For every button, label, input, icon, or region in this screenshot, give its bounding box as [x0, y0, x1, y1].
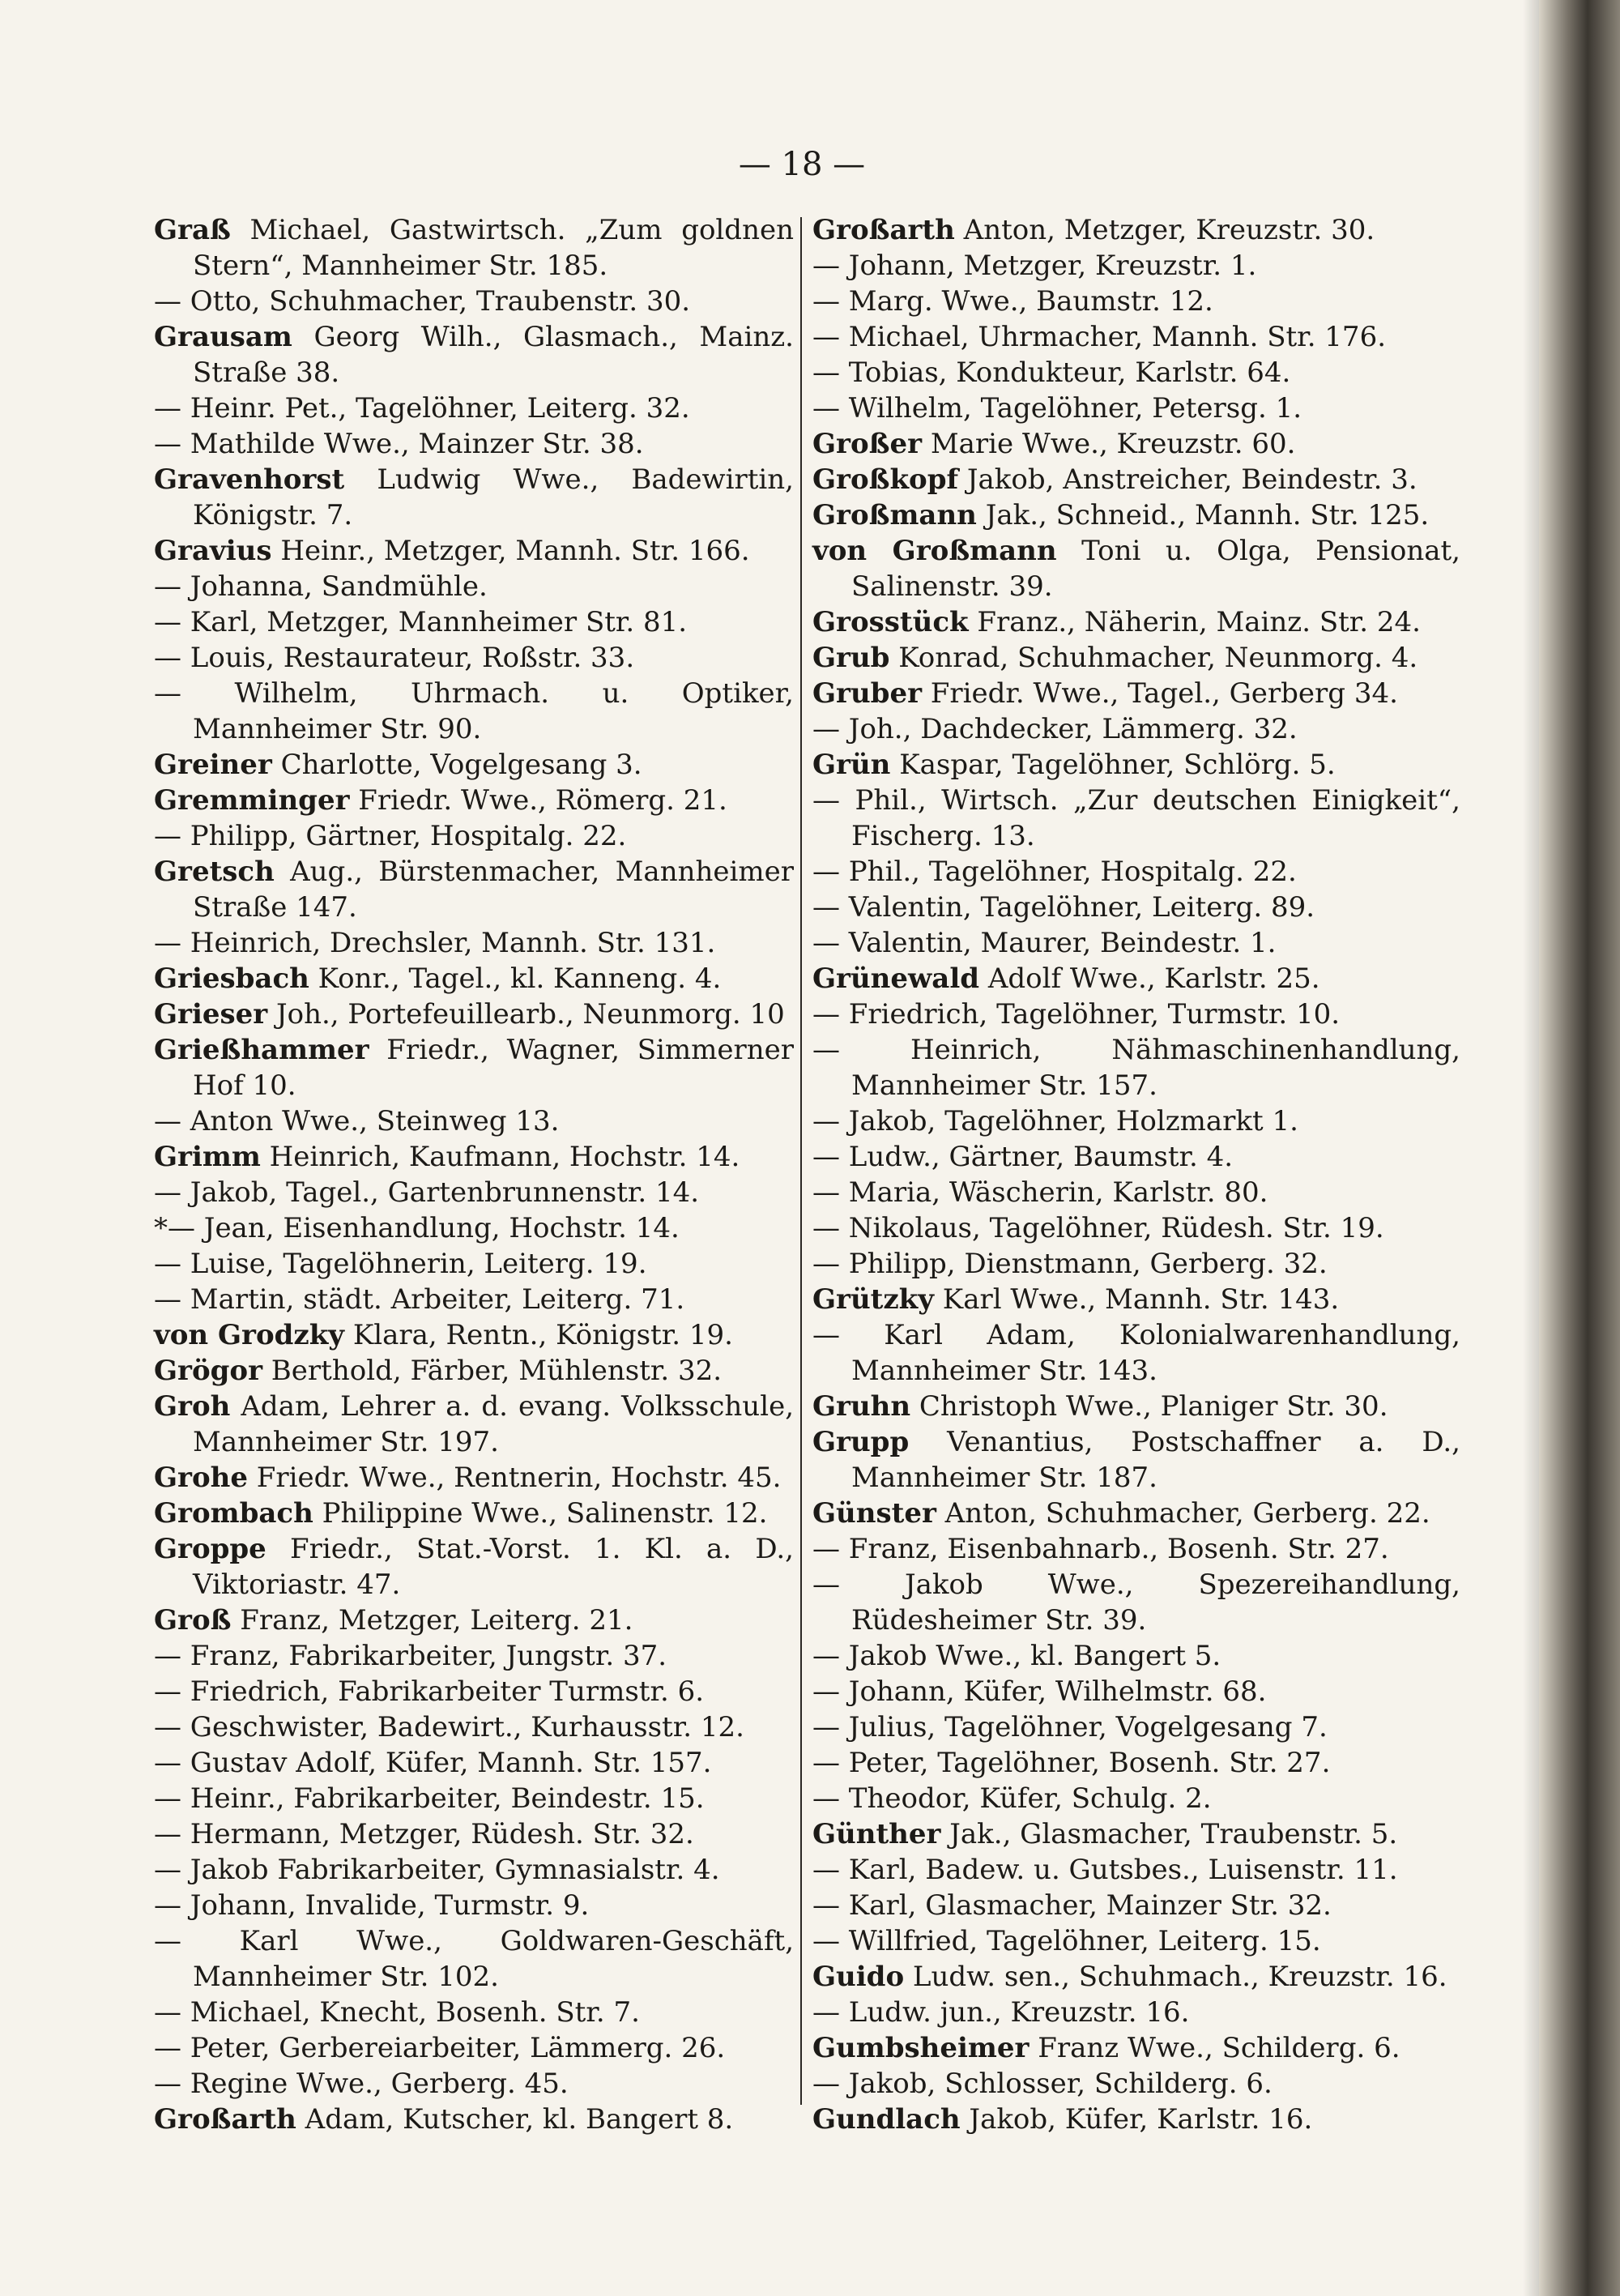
entry-details: — Martin, städt. Arbeiter, Leiterg. 71.	[154, 1283, 685, 1316]
entry-details: Venantius, Postschaffner a. D., Mannheimer Str. 187.	[851, 1426, 1460, 1494]
entry-details: — Peter, Tagelöhner, Bosenh. Str. 27.	[812, 1747, 1331, 1779]
entry-details: Franz, Metzger, Leiterg. 21.	[231, 1604, 633, 1637]
entry-details: — Heinrich, Drechsler, Mannh. Str. 131.	[154, 927, 716, 959]
entry-details: Jak., Schneid., Mannh. Str. 125.	[976, 499, 1430, 531]
entry-surname: Grohe	[154, 1462, 248, 1494]
entry-surname: Grub	[812, 642, 890, 674]
entry-surname: Gundlach	[812, 2103, 961, 2136]
entry-details: Joh., Portefeuillearb., Neunmorg. 10	[267, 998, 785, 1031]
directory-entry	[154, 1781, 794, 1816]
directory-entry	[154, 925, 794, 961]
entry-details: — Karl, Badew. u. Gutsbes., Luisenstr. 11.	[812, 1854, 1398, 1886]
entry-details: — Johann, Invalide, Turmstr. 9.	[154, 1889, 590, 1922]
entry-details: Anton, Metzger, Kreuzstr. 30.	[954, 214, 1375, 246]
directory-entry	[154, 1317, 794, 1353]
entry-details: Jakob, Anstreicher, Beindestr. 3.	[958, 463, 1418, 496]
entry-details: — Maria, Wäscherin, Karlstr. 80.	[812, 1176, 1268, 1209]
directory-entry	[812, 1139, 1460, 1175]
entry-details: — Ludw., Gärtner, Baumstr. 4.	[812, 1141, 1234, 1173]
directory-entry	[812, 1531, 1460, 1567]
entry-details: — Jakob, Tagelöhner, Holzmarkt 1.	[812, 1105, 1298, 1137]
directory-entry	[154, 426, 794, 462]
entry-details: Friedr. Wwe., Römerg. 21.	[349, 784, 727, 817]
directory-entry	[154, 1709, 794, 1745]
entry-surname: Gravius	[154, 535, 272, 567]
directory-entry	[812, 1317, 1460, 1389]
entry-details: — Philipp, Dienstmann, Gerberg. 32.	[812, 1248, 1328, 1280]
directory-entry	[812, 533, 1460, 604]
entry-details: — Jakob Wwe., Spezereihandlung, Rüdesheimer Str. 39.	[812, 1568, 1460, 1637]
directory-entry	[812, 676, 1460, 711]
entry-details: — Gustav Adolf, Küfer, Mannh. Str. 157.	[154, 1747, 712, 1779]
entry-details: — Friedrich, Fabrikarbeiter Turmstr. 6.	[154, 1675, 705, 1708]
entry-surname: Groppe	[154, 1533, 266, 1565]
directory-entry	[812, 2102, 1460, 2137]
entry-details: — Valentin, Maurer, Beindestr. 1.	[812, 927, 1277, 959]
directory-entry	[812, 1032, 1460, 1103]
directory-entry	[154, 1852, 794, 1888]
directory-entry	[154, 1674, 794, 1709]
entry-details: Berthold, Färber, Mühlenstr. 32.	[262, 1355, 723, 1387]
entry-details: — Franz, Eisenbahnarb., Bosenh. Str. 27.	[812, 1533, 1389, 1565]
entry-surname: Günster	[812, 1497, 936, 1530]
directory-entry	[154, 604, 794, 640]
entry-details: — Joh., Dachdecker, Lämmerg. 32.	[812, 713, 1298, 745]
directory-entry	[812, 497, 1460, 533]
entry-details: — Luise, Tagelöhnerin, Leiterg. 19.	[154, 1248, 647, 1280]
entry-details: Philippine Wwe., Salinenstr. 12.	[313, 1497, 768, 1530]
entry-details: — Tobias, Kondukteur, Karlstr. 64.	[812, 356, 1291, 389]
directory-entry	[812, 248, 1460, 284]
directory-entry	[812, 961, 1460, 996]
entry-details: — Heinr. Pet., Tagelöhner, Leiterg. 32.	[154, 392, 690, 425]
directory-entry	[154, 1816, 794, 1852]
entry-details: — Karl, Glasmacher, Mainzer Str. 32.	[812, 1889, 1332, 1922]
entry-surname: Günther	[812, 1818, 941, 1850]
entry-details: — Heinr., Fabrikarbeiter, Beindestr. 15.	[154, 1782, 705, 1815]
directory-entry	[154, 390, 794, 426]
directory-entry	[812, 1424, 1460, 1496]
entry-details: — Julius, Tagelöhner, Vogelgesang 7.	[812, 1711, 1328, 1743]
entry-details: Heinrich, Kaufmann, Hochstr. 14.	[260, 1141, 740, 1173]
directory-entry	[154, 1923, 794, 1995]
entry-details: — Jakob Fabrikarbeiter, Gymnasialstr. 4.	[154, 1854, 720, 1886]
entry-surname: Grögor	[154, 1355, 262, 1387]
directory-entry	[812, 1995, 1460, 2030]
entry-surname: Gruber	[812, 677, 922, 710]
directory-entry	[812, 1674, 1460, 1709]
entry-details: — Friedrich, Tagelöhner, Turmstr. 10.	[812, 998, 1341, 1031]
entry-surname: Großkopf	[812, 463, 959, 496]
entry-details: — Jakob, Schlosser, Schilderg. 6.	[812, 2068, 1273, 2100]
entry-surname: Grausam	[154, 321, 292, 353]
entry-details: — Phil., Wirtsch. „Zur deutschen Einigkeit“, Fischerg. 13.	[812, 784, 1460, 852]
column-divider	[800, 217, 802, 2105]
entry-surname: Großarth	[812, 214, 955, 246]
entry-details: — Mathilde Wwe., Mainzer Str. 38.	[154, 428, 644, 460]
directory-entry	[812, 355, 1460, 390]
directory-entry	[812, 1888, 1460, 1923]
directory-entry	[154, 462, 794, 533]
directory-entry	[812, 1496, 1460, 1531]
entry-surname: Guido	[812, 1961, 905, 1993]
entry-details: Franz., Näherin, Mainz. Str. 24.	[968, 606, 1421, 638]
directory-entry	[812, 1816, 1460, 1852]
entry-details: — Franz, Fabrikarbeiter, Jungstr. 37.	[154, 1640, 667, 1672]
entry-surname: von Großmann	[812, 535, 1057, 567]
entry-details: Konr., Tagel., kl. Kanneng. 4.	[309, 962, 722, 995]
directory-entry	[812, 640, 1460, 676]
entry-details: — Wilhelm, Uhrmach. u. Optiker, Mannheimer Str. 90.	[154, 677, 794, 745]
entry-details: Friedr. Wwe., Rentnerin, Hochstr. 45.	[247, 1462, 782, 1494]
entry-surname: Greiner	[154, 749, 272, 781]
directory-entry	[812, 1282, 1460, 1317]
entry-details: Adam, Lehrer a. d. evang. Volksschule, Mannheimer Str. 197.	[193, 1390, 794, 1458]
entry-surname: Grombach	[154, 1497, 313, 1530]
page-number: — 18 —	[738, 146, 866, 183]
entry-details: Toni u. Olga, Pensionat, Salinenstr. 39.	[851, 535, 1460, 603]
directory-entry	[154, 1175, 794, 1210]
directory-entry	[154, 1460, 794, 1496]
entry-details: Georg Wilh., Glasmach., Mainz. Straße 38.	[193, 321, 794, 389]
directory-entry	[154, 640, 794, 676]
entry-details: — Louis, Restaurateur, Roßstr. 33.	[154, 642, 635, 674]
directory-entry	[154, 1246, 794, 1282]
entry-details: — Karl Adam, Kolonialwarenhandlung, Mannheimer Str. 143.	[812, 1319, 1460, 1387]
directory-entry	[154, 1353, 794, 1389]
directory-entry	[154, 1282, 794, 1317]
entry-details: — Nikolaus, Tagelöhner, Rüdesh. Str. 19.	[812, 1212, 1384, 1244]
directory-entry	[154, 1496, 794, 1531]
directory-entry	[812, 2066, 1460, 2102]
directory-entry	[154, 783, 794, 818]
entry-details: — Theodor, Küfer, Schulg. 2.	[812, 1782, 1212, 1815]
directory-entry	[154, 319, 794, 390]
directory-entry	[154, 854, 794, 925]
entry-details: — Johann, Metzger, Kreuzstr. 1.	[812, 250, 1257, 282]
entry-details: Adam, Kutscher, kl. Bangert 8.	[296, 2103, 734, 2136]
entry-details: — Anton Wwe., Steinweg 13.	[154, 1105, 560, 1137]
directory-entry	[154, 818, 794, 854]
entry-surname: Graß	[154, 214, 231, 246]
entry-details: — Regine Wwe., Gerberg. 45.	[154, 2068, 569, 2100]
directory-entry	[154, 1389, 794, 1460]
directory-entry	[812, 925, 1460, 961]
directory-entry	[154, 569, 794, 604]
entry-surname: Groß	[154, 1604, 232, 1637]
entry-surname: Grieser	[154, 998, 268, 1031]
entry-details: Klara, Rentn., Königstr. 19.	[344, 1319, 733, 1351]
entry-details: — Phil., Tagelöhner, Hospitalg. 22.	[812, 856, 1297, 888]
entry-surname: Grün	[812, 749, 891, 781]
entry-details: Kaspar, Tagelöhner, Schlörg. 5.	[890, 749, 1336, 781]
entry-details: — Michael, Uhrmacher, Mannh. Str. 176.	[812, 321, 1387, 353]
entry-details: Jakob, Küfer, Karlstr. 16.	[960, 2103, 1313, 2136]
directory-entry	[812, 1175, 1460, 1210]
entry-details: Jak., Glasmacher, Traubenstr. 5.	[940, 1818, 1398, 1850]
entry-details: — Valentin, Tagelöhner, Leiterg. 89.	[812, 891, 1315, 924]
directory-entry	[154, 1603, 794, 1638]
entry-surname: Griesbach	[154, 962, 309, 995]
directory-entry	[812, 1852, 1460, 1888]
entry-details: — Heinrich, Nähmaschinenhandlung, Mannheimer Str. 157.	[812, 1034, 1460, 1102]
entry-surname: Gravenhorst	[154, 463, 345, 496]
directory-entry	[154, 2066, 794, 2102]
directory-entry	[154, 1210, 794, 1246]
directory-entry	[812, 426, 1460, 462]
entry-details: Christoph Wwe., Planiger Str. 30.	[910, 1390, 1388, 1423]
directory-entry	[812, 212, 1460, 248]
directory-entry	[812, 1638, 1460, 1674]
entry-details: Friedr., Wagner, Simmerner Hof 10.	[193, 1034, 794, 1102]
directory-entry	[812, 1389, 1460, 1424]
entry-details: — Otto, Schuhmacher, Traubenstr. 30.	[154, 285, 691, 318]
directory-entry	[812, 604, 1460, 640]
directory-entry	[154, 1888, 794, 1923]
directory-entry	[154, 212, 794, 284]
entry-details: — Michael, Knecht, Bosenh. Str. 7.	[154, 1996, 640, 2029]
directory-entry	[154, 1995, 794, 2030]
directory-entry	[154, 284, 794, 319]
entry-surname: Grießhammer	[154, 1034, 369, 1066]
entry-surname: Grosstück	[812, 606, 969, 638]
directory-entry	[154, 2102, 794, 2137]
entry-surname: Gumbsheimer	[812, 2032, 1030, 2064]
entry-details: Aug., Bürstenmacher, Mannheimer Straße 147.	[193, 856, 794, 924]
entry-details: — Willfried, Tagelöhner, Leiterg. 15.	[812, 1925, 1321, 1957]
entry-surname: Großarth	[154, 2103, 296, 2136]
entry-details: — Wilhelm, Tagelöhner, Petersg. 1.	[812, 392, 1302, 425]
entry-details: Marie Wwe., Kreuzstr. 60.	[922, 428, 1296, 460]
entry-details: — Jakob Wwe., kl. Bangert 5.	[812, 1640, 1221, 1672]
entry-details: — Johann, Küfer, Wilhelmstr. 68.	[812, 1675, 1267, 1708]
directory-entry	[812, 890, 1460, 925]
directory-entry	[812, 1745, 1460, 1781]
directory-entry	[812, 462, 1460, 497]
directory-entry	[154, 961, 794, 996]
directory-entry	[812, 747, 1460, 783]
entry-surname: Gremminger	[154, 784, 350, 817]
directory-entry	[812, 996, 1460, 1032]
entry-details: *— Jean, Eisenhandlung, Hochstr. 14.	[154, 1212, 680, 1244]
entry-details: Karl Wwe., Mannh. Str. 143.	[934, 1283, 1340, 1316]
directory-entry	[812, 1210, 1460, 1246]
directory-entry	[812, 390, 1460, 426]
directory-entry	[812, 711, 1460, 747]
directory-entry	[154, 747, 794, 783]
entry-details: Friedr., Stat.-Vorst. 1. Kl. a. D., Viktoriastr. 47.	[193, 1533, 794, 1601]
directory-entry	[812, 319, 1460, 355]
directory-entry	[812, 1246, 1460, 1282]
left-column	[154, 212, 794, 2137]
entry-details: Friedr. Wwe., Tagel., Gerberg 34.	[922, 677, 1398, 710]
entry-details: Franz Wwe., Schilderg. 6.	[1029, 2032, 1400, 2064]
directory-entry	[154, 1638, 794, 1674]
directory-entry	[812, 1959, 1460, 1995]
entry-details: — Karl Wwe., Goldwaren-Geschäft, Mannheimer Str. 102.	[154, 1925, 794, 1993]
entry-surname: Grünewald	[812, 962, 980, 995]
entry-surname: Gretsch	[154, 856, 275, 888]
entry-surname: Groh	[154, 1390, 231, 1423]
entry-details: — Peter, Gerbereiarbeiter, Lämmerg. 26.	[154, 2032, 726, 2064]
right-column	[812, 212, 1460, 2137]
directory-entry	[812, 1709, 1460, 1745]
directory-entry	[812, 1567, 1460, 1638]
directory-entry	[154, 2030, 794, 2066]
directory-entry	[154, 1103, 794, 1139]
entry-details: Ludw. sen., Schuhmach., Kreuzstr. 16.	[904, 1961, 1447, 1993]
entry-surname: Grupp	[812, 1426, 910, 1458]
entry-details: Ludwig Wwe., Badewirtin, Königstr. 7.	[193, 463, 794, 531]
directory-entry	[154, 676, 794, 747]
entry-details: Anton, Schuhmacher, Gerberg. 22.	[936, 1497, 1430, 1530]
entry-surname: Großmann	[812, 499, 977, 531]
entry-details: Charlotte, Vogelgesang 3.	[271, 749, 642, 781]
entry-details: — Geschwister, Badewirt., Kurhausstr. 12.	[154, 1711, 744, 1743]
entry-surname: Grimm	[154, 1141, 261, 1173]
entry-surname: von Grodzky	[154, 1319, 345, 1351]
entry-details: — Karl, Metzger, Mannheimer Str. 81.	[154, 606, 688, 638]
entry-details: — Hermann, Metzger, Rüdesh. Str. 32.	[154, 1818, 694, 1850]
directory-entry	[812, 2030, 1460, 2066]
directory-entry	[812, 854, 1460, 890]
entry-details: — Philipp, Gärtner, Hospitalg. 22.	[154, 820, 627, 852]
entry-details: Konrad, Schuhmacher, Neunmorg. 4.	[889, 642, 1418, 674]
directory-entry	[154, 533, 794, 569]
directory-entry	[154, 996, 794, 1032]
book-spine-edge	[1539, 0, 1620, 2296]
directory-entry	[812, 1103, 1460, 1139]
entry-details: Adolf Wwe., Karlstr. 25.	[979, 962, 1320, 995]
page-fold-shadow	[1523, 0, 1539, 2296]
directory-entry	[812, 1923, 1460, 1959]
directory-entry	[812, 783, 1460, 854]
entry-details: — Ludw. jun., Kreuzstr. 16.	[812, 1996, 1190, 2029]
entry-details: — Johanna, Sandmühle.	[154, 570, 488, 603]
directory-entry	[154, 1032, 794, 1103]
entry-details: — Jakob, Tagel., Gartenbrunnenstr. 14.	[154, 1176, 700, 1209]
directory-entry	[154, 1745, 794, 1781]
directory-entry	[812, 284, 1460, 319]
entry-surname: Gruhn	[812, 1390, 911, 1423]
entry-details: — Marg. Wwe., Baumstr. 12.	[812, 285, 1213, 318]
entry-surname: Grützky	[812, 1283, 934, 1316]
entry-details: Heinr., Metzger, Mannh. Str. 166.	[271, 535, 750, 567]
entry-surname: Großer	[812, 428, 923, 460]
directory-entry	[154, 1531, 794, 1603]
directory-entry	[154, 1139, 794, 1175]
directory-entry	[812, 1781, 1460, 1816]
entry-details: Michael, Gastwirtsch. „Zum goldnen Stern“, Mannheimer Str. 185.	[193, 214, 794, 282]
